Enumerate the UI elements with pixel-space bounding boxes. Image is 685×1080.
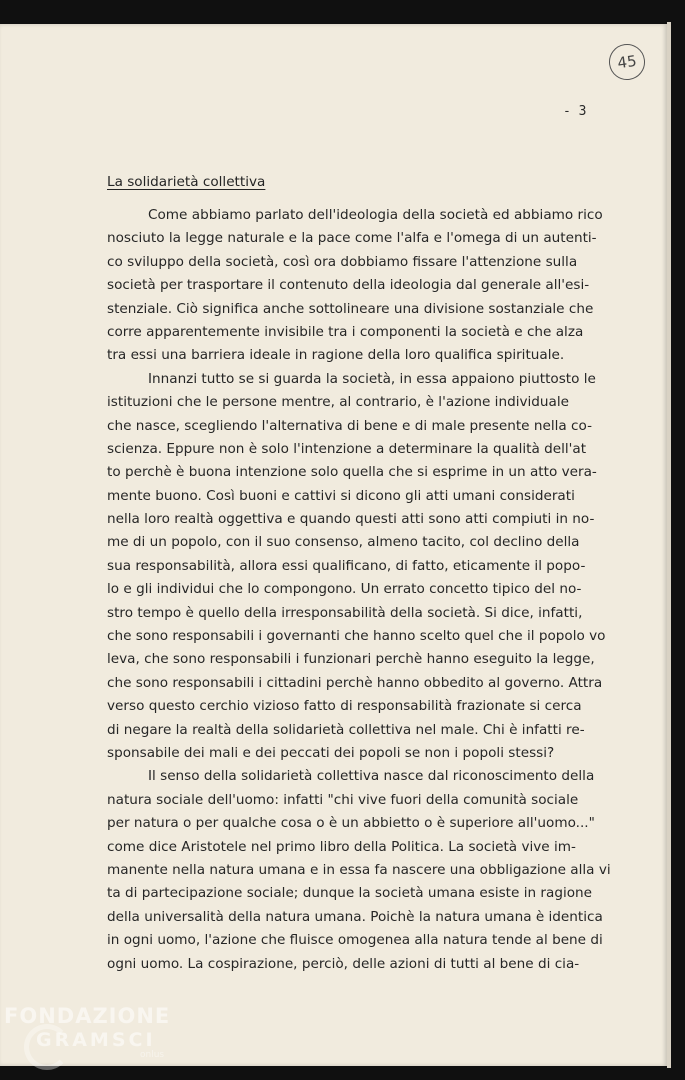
text-line: che sono responsabili i cittadini perchè hanno obbedito al governo. Attra: [107, 674, 603, 691]
text-line: per natura o per qualche cosa o è un abbietto o è superiore all'uomo...": [107, 815, 595, 832]
text-line: istituzioni che le persone mentre, al contrario, è l'azione individuale: [107, 394, 570, 411]
watermark-subtitle: onlus: [140, 1050, 165, 1060]
text-line: stenziale. Ciò significa anche sottolineare una divisione sostanziale che: [107, 300, 594, 317]
text-line: Come abbiamo parlato dell'ideologia della società ed abbiamo rico: [148, 207, 603, 223]
text-line: verso questo cerchio vizioso fatto di responsabilità frazionate si cerca: [107, 698, 582, 715]
text-line: corre apparentemente invisibile tra i componenti la società e che alza: [107, 323, 584, 340]
page-edge: [667, 22, 671, 1068]
text-line: Innanzi tutto se si guarda la società, in essa appaiono piuttosto le: [148, 370, 596, 387]
text-line: di negare la realtà della solidarietà collettiva nel male. Chi è infatti re-: [107, 721, 585, 738]
text-line: co sviluppo della società, così ora dobbiamo fissare l'attenzione sulla: [107, 253, 578, 270]
text-line: manente nella natura umana e in essa fa nascere una obbligazione alla vi: [107, 861, 611, 878]
text-line: che sono responsabili i governanti che hanno scelto quel che il popolo vo: [107, 628, 606, 645]
text-line: ogni uomo. La cospirazione, perciò, delle azioni di tutti al bene di cia-: [107, 955, 580, 972]
text-line: nosciuto la legge naturale e la pace come l'alfa e l'omega di un autenti-: [107, 230, 597, 247]
section-title: La solidarietà collettiva: [107, 174, 266, 190]
body-text: [107, 204, 611, 976]
watermark: [4, 1004, 170, 1052]
page-number: - 3: [563, 104, 587, 119]
watermark-line-2: GRAMSCI: [36, 1029, 156, 1051]
text-line: scienza. Eppure non è solo l'intenzione a determinare la qualità dell'at: [107, 440, 587, 457]
text-line: sua responsabilità, allora essi qualificano, di fatto, eticamente il popo-: [107, 557, 586, 574]
archive-number-stamp: 45: [607, 42, 648, 83]
watermark-line-1: FONDAZIONE: [4, 1004, 171, 1028]
text-line: sponsabile dei mali e dei peccati dei popoli se non i popoli stessi?: [107, 744, 555, 761]
text-line: tra essi una barriera ideale in ragione della loro qualifica spirituale.: [107, 347, 565, 364]
text-line: come dice Aristotele nel primo libro della Politica. La società vive im-: [107, 838, 576, 855]
text-line: mente buono. Così buoni e cattivi si dicono gli atti umani considerati: [107, 487, 575, 504]
text-line: società per trasportare il contenuto della ideologia dal generale all'esi-: [107, 277, 590, 294]
text-line: leva, che sono responsabili i funzionari perchè hanno eseguito la legge,: [107, 651, 595, 668]
text-line: nella loro realtà oggettiva e quando questi atti sono atti compiuti in no-: [107, 511, 595, 528]
text-line: lo e gli individui che lo compongono. Un errato concetto tipico del no-: [107, 581, 582, 598]
text-line: Il senso della solidarietà collettiva nasce dal riconoscimento della: [148, 768, 595, 785]
text-line: natura sociale dell'uomo: infatti "chi vive fuori della comunità sociale: [107, 791, 579, 808]
text-line: to perchè è buona intenzione solo quella che si esprime in un atto vera-: [107, 464, 597, 481]
text-line: che nasce, scegliendo l'alternativa di bene e di male presente nella co-: [107, 417, 592, 434]
text-line: me di un popolo, con il suo consenso, almeno tacito, col declino della: [107, 534, 580, 551]
text-line: in ogni uomo, l'azione che fluisce omogenea alla natura tende al bene di: [107, 932, 603, 949]
text-line: stro tempo è quello della irresponsabilità della società. Si dice, infatti,: [107, 604, 583, 621]
text-line: della universalità della natura umana. Poichè la natura umana è identica: [107, 908, 603, 925]
text-line: ta di partecipazione sociale; dunque la società umana esiste in ragione: [107, 885, 593, 902]
